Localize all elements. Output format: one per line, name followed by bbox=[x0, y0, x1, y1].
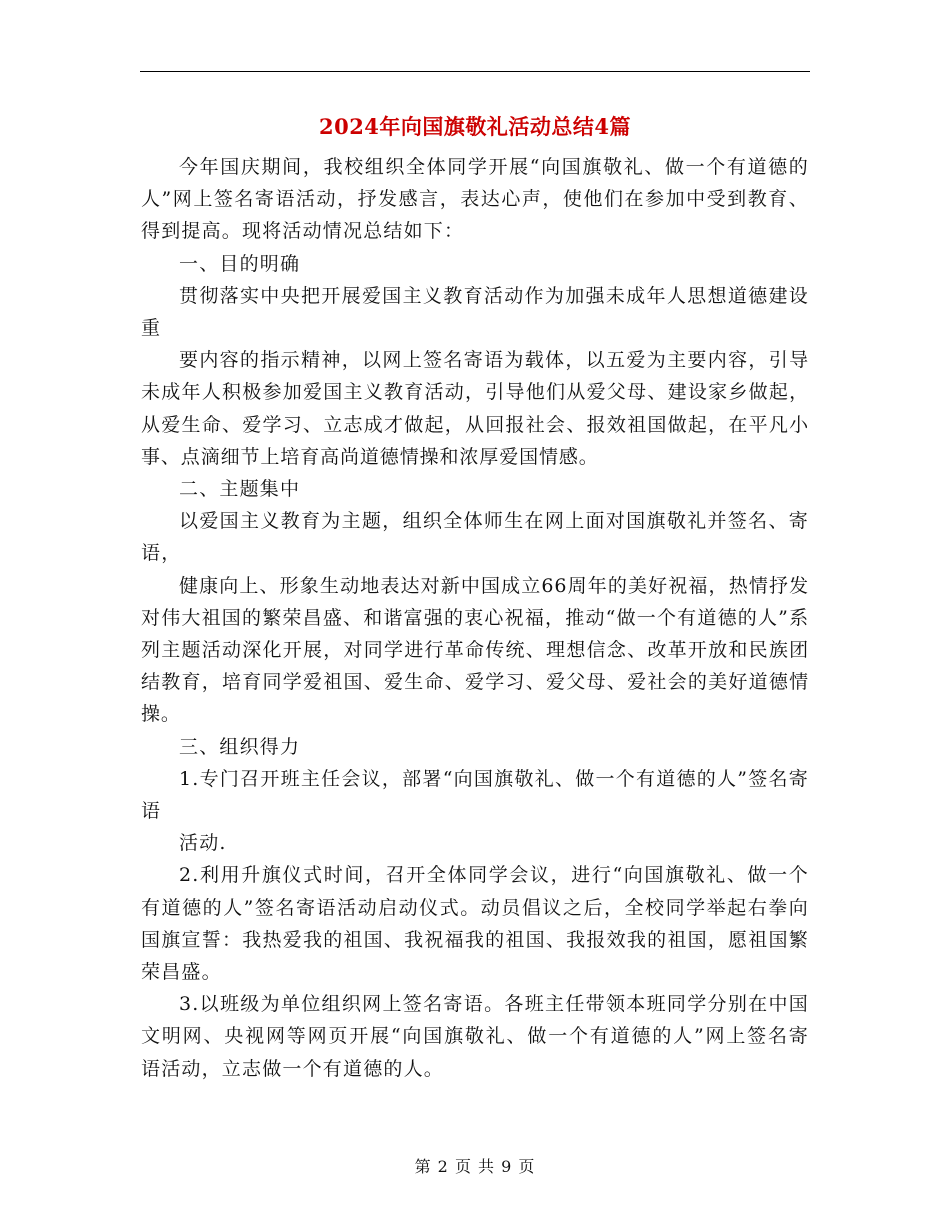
footer-total-pages: 9 bbox=[501, 1157, 513, 1176]
paragraph-1a: 贯彻落实中央把开展爱国主义教育活动作为加强未成年人思想道德建设重 bbox=[141, 284, 809, 340]
paragraph-2b: 健康向上、形象生动地表达对新中国成立66周年的美好祝福，热情抒发对伟大祖国的繁荣昌盛、和谐富强的衷心祝福，推动“做一个有道德的人”系列主题活动深化开展，对同学进行革命传统、理想信念、改革开放和民族团结教育，培育同学爱祖国、爱生命、爱学习、爱父母、爱社会的美好道德情操。 bbox=[141, 574, 809, 726]
list-item-1: 1.专门召开班主任会议，部署“向国旗敬礼、做一个有道德的人”签名寄语 bbox=[141, 767, 809, 823]
list-item-2: 2.利用升旗仪式时间，召开全体同学会议，进行“向国旗敬礼、做一个有道德的人”签名寄语活动启动仪式。动员倡议之后，全校同学举起右拳向国旗宣誓：我热爱我的祖国、我祝福我的祖国、我报效我的祖国，愿祖国繁荣昌盛。 bbox=[141, 864, 809, 984]
header-rule bbox=[140, 71, 810, 72]
list-item-1-continued: 活动. bbox=[179, 832, 227, 855]
section-heading-2: 二、主题集中 bbox=[179, 478, 301, 501]
list-item-3: 3.以班级为单位组织网上签名寄语。各班主任带领本班同学分别在中国文明网、央视网等网页开展“向国旗敬礼、做一个有道德的人”网上签名寄语活动，立志做一个有道德的人。 bbox=[141, 993, 809, 1080]
paragraph-1b: 要内容的指示精神，以网上签名寄语为载体，以五爱为主要内容，引导未成年人积极参加爱国主义教育活动，引导他们从爱父母、建设家乡做起，从爱生命、爱学习、立志成才做起，从回报社会、报效祖国做起，在平凡小事、点滴细节上培育高尚道德情操和浓厚爱国情感。 bbox=[141, 349, 809, 468]
footer-suffix: 页 bbox=[518, 1157, 536, 1176]
section-heading-3: 三、组织得力 bbox=[179, 735, 301, 758]
footer-middle: 页 共 bbox=[454, 1157, 496, 1176]
paragraph-intro: 今年国庆期间，我校组织全体同学开展“向国旗敬礼、做一个有道德的人”网上签名寄语活动，抒发感言，表达心声，使他们在参加中受到教育、得到提高。现将活动情况总结如下： bbox=[141, 156, 809, 243]
paragraph-2a: 以爱国主义教育为主题，组织全体师生在网上面对国旗敬礼并签名、寄语， bbox=[141, 510, 809, 565]
document-title: 2024年向国旗敬礼活动总结4篇 bbox=[318, 114, 632, 139]
section-heading-1: 一、目的明确 bbox=[179, 252, 301, 275]
footer-current-page: 2 bbox=[437, 1157, 449, 1176]
page-footer bbox=[0, 1154, 950, 1177]
footer-prefix: 第 bbox=[414, 1157, 432, 1176]
document-body bbox=[141, 151, 809, 1085]
